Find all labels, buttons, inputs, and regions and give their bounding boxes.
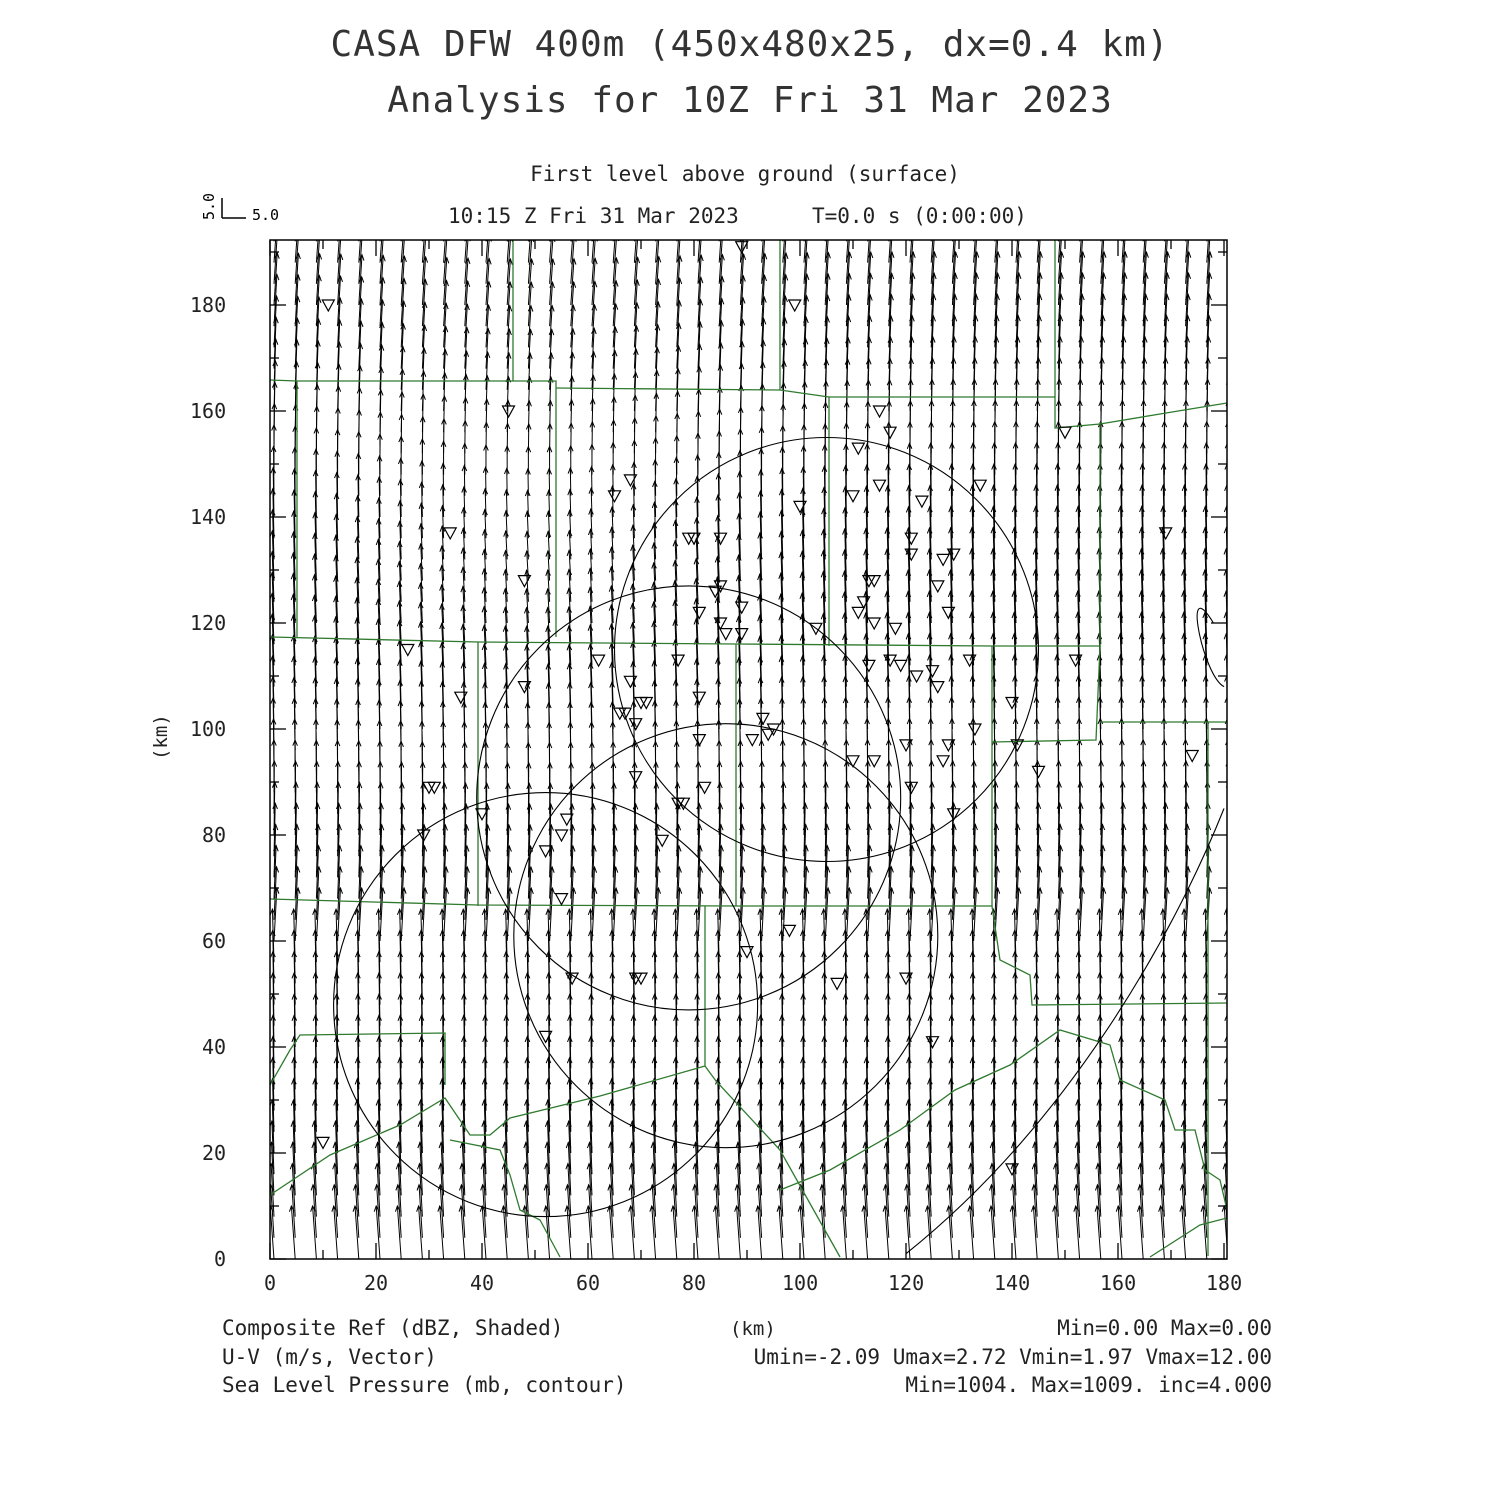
wind-vector-head [1228, 316, 1233, 322]
wind-vector-head [339, 211, 344, 217]
station-marker [874, 480, 886, 491]
slp-contour [1197, 608, 1224, 686]
x-axis-unit: (km) [730, 1318, 776, 1340]
station-marker [556, 894, 568, 905]
wind-vector-head [338, 233, 343, 239]
wind-vector-head [784, 210, 789, 216]
wind-vector-head [762, 232, 767, 238]
wind-vector [1228, 358, 1229, 411]
station-marker [874, 406, 886, 417]
y-tick-label: 0 [214, 1247, 227, 1271]
wind-vector-head [1123, 188, 1128, 194]
station-marker [884, 427, 896, 438]
station-marker [852, 443, 864, 454]
wind-vector-head [699, 233, 704, 239]
station-marker [1059, 427, 1071, 438]
station-marker [889, 623, 901, 634]
wind-vector-head [1165, 231, 1170, 237]
station-marker [911, 671, 923, 682]
wind-vector-head [360, 190, 365, 196]
station-marker [895, 660, 907, 671]
wind-vector-head [953, 188, 958, 194]
wind-vector [486, 191, 490, 241]
footer-field-shaded: Composite Ref (dBZ, Shaded) [222, 1316, 564, 1340]
station-marker [402, 645, 414, 656]
wind-vector [677, 190, 681, 241]
wind-vector-head [996, 188, 1001, 194]
wind-vector [783, 189, 787, 242]
wind-vector-head [1228, 888, 1233, 894]
wind-vector-head [466, 213, 471, 219]
wind-vector [634, 191, 638, 242]
wind-vector-head [699, 211, 704, 217]
wind-vector-head [529, 191, 534, 197]
axis-ticks [270, 240, 1227, 1259]
station-marker [693, 692, 705, 703]
x-tick-label: 160 [1100, 1271, 1137, 1295]
station-marker [736, 602, 748, 613]
wind-vector-head [1165, 210, 1170, 216]
station-marker [916, 496, 928, 507]
station-marker [932, 682, 944, 693]
wind-vector-head [487, 191, 492, 197]
wind-vector-head [975, 210, 980, 216]
wind-vector-head [911, 188, 916, 194]
wind-vector-head [487, 213, 492, 219]
wind-vector-head [1228, 294, 1233, 300]
y-tick-label: 180 [190, 293, 227, 317]
station-marker [927, 666, 939, 677]
wind-vector-head [317, 189, 322, 195]
wind-vector-head [1038, 210, 1043, 216]
wind-vector-head [996, 231, 1001, 237]
station-markers [317, 242, 1198, 1175]
wind-vector-head [911, 210, 916, 216]
station-marker [746, 735, 758, 746]
y-tick-label: 20 [202, 1141, 227, 1165]
wind-vector [1122, 188, 1126, 241]
wind-vector-head [402, 212, 407, 218]
x-tick-label: 40 [470, 1271, 495, 1295]
wind-vector [656, 190, 660, 241]
wind-vector [592, 191, 596, 241]
wind-vector-head [635, 213, 640, 219]
wind-vector-head [423, 190, 428, 196]
county-boundaries [270, 240, 1227, 1257]
station-marker [905, 533, 917, 544]
footer-slp-range: Min=1004. Max=1009. inc=4.000 [905, 1373, 1272, 1397]
station-marker [868, 618, 880, 629]
wind-vector-head [741, 232, 746, 238]
wind-vector-head [445, 191, 450, 197]
vector-key-u-label: 5.0 [252, 206, 280, 224]
wind-vector-head [974, 231, 979, 237]
x-tick-label: 60 [576, 1271, 601, 1295]
station-marker [736, 629, 748, 640]
wind-vector-head [890, 231, 895, 237]
wind-vector-head [296, 232, 301, 238]
wind-vector-head [868, 231, 873, 237]
wind-vector [1143, 188, 1147, 241]
footer-field-contour: Sea Level Pressure (mb, contour) [222, 1373, 627, 1397]
wind-vector-head [1017, 210, 1022, 216]
wind-vector-head [1038, 188, 1043, 194]
station-marker [969, 724, 981, 735]
wind-vector-head [678, 234, 683, 240]
wind-vector [444, 191, 448, 242]
wind-vector-head [593, 191, 598, 197]
wind-vector-head [720, 233, 725, 239]
wind-vector [295, 189, 299, 241]
station-marker [783, 925, 795, 936]
wind-vector [762, 189, 766, 241]
wind-vector-head [869, 210, 874, 216]
station-marker [852, 607, 864, 618]
station-marker [720, 629, 732, 640]
wind-vector [1228, 252, 1231, 305]
wind-vector [825, 189, 829, 242]
x-tick-label: 180 [1206, 1271, 1243, 1295]
wind-vector-head [1102, 231, 1107, 237]
wind-vector-head [402, 234, 407, 240]
wind-vector-head [826, 210, 831, 216]
footer-ref-range: Min=0.00 Max=0.00 [1057, 1316, 1272, 1340]
station-marker [762, 729, 774, 740]
plot-title-line2: Analysis for 10Z Fri 31 Mar 2023 [387, 80, 1113, 121]
wind-vector-head [678, 190, 683, 196]
wind-vector-head [847, 189, 852, 195]
wind-vector-head [275, 232, 280, 238]
station-marker [609, 491, 621, 502]
wind-vector [1228, 379, 1229, 432]
wind-vector-head [1081, 188, 1086, 194]
wind-vector-head [1123, 231, 1128, 237]
wind-vector [1228, 803, 1229, 856]
wind-vector-head [381, 212, 386, 218]
wind-vector-head [508, 191, 513, 197]
station-marker [974, 480, 986, 491]
wind-vector-head [1059, 188, 1064, 194]
wind-vector-head [508, 214, 513, 220]
wind-vector-head [614, 191, 619, 197]
wind-vector [1228, 316, 1230, 369]
x-tick-label: 100 [782, 1271, 819, 1295]
wind-vector [1228, 188, 1232, 241]
footer-wind-range: Umin=-2.09 Umax=2.72 Vmin=1.97 Vmax=12.00 [753, 1345, 1272, 1369]
wind-vector-head [1144, 210, 1149, 216]
wind-vector-head [890, 188, 895, 194]
wind-vector-head [1186, 231, 1191, 237]
y-tick-label: 100 [190, 717, 227, 741]
valid-time-label: 10:15 Z Fri 31 Mar 2023 [448, 204, 739, 228]
wind-vector [380, 190, 384, 242]
wind-vector [359, 190, 363, 242]
wind-vector-head [317, 232, 322, 238]
y-tick-label: 60 [202, 929, 227, 953]
wind-vector-head [1229, 188, 1234, 194]
wind-vector-head [445, 213, 450, 219]
wind-vector-head [953, 210, 958, 216]
station-marker [317, 1137, 329, 1148]
wind-vector [1080, 188, 1084, 241]
wind-vector-head [360, 233, 365, 239]
wind-vector-head [678, 212, 683, 218]
wind-vector-head [529, 214, 534, 220]
wind-vector-head [869, 189, 874, 195]
wind-vector [1228, 231, 1231, 284]
plot-title-line1: CASA DFW 400m (450x480x25, dx=0.4 km) [330, 24, 1170, 65]
wind-vector-head [847, 210, 852, 216]
wind-vector-head [826, 231, 831, 237]
wind-vector [1228, 337, 1230, 390]
wind-vector-head [339, 189, 344, 195]
wind-vector [1164, 188, 1168, 241]
wind-vector [1228, 273, 1231, 326]
wind-vector-head [657, 190, 662, 196]
wind-vector-head [1187, 210, 1192, 216]
station-marker [927, 1037, 939, 1048]
wind-vector [1228, 782, 1229, 835]
wind-vector [1228, 867, 1231, 920]
wind-vector-head [1144, 188, 1149, 194]
wind-vector-head [1208, 188, 1213, 194]
x-tick-label: 80 [682, 1271, 707, 1295]
wind-vector-head [381, 234, 386, 240]
wind-vector [740, 189, 744, 241]
y-tick-label: 120 [190, 611, 227, 635]
wind-vector [719, 189, 723, 241]
footer-field-vector: U-V (m/s, Vector) [222, 1345, 437, 1369]
wind-vector-head [1017, 188, 1022, 194]
wind-vector-head [1208, 210, 1213, 216]
wind-vector-head [720, 189, 725, 195]
wind-vector-head [741, 211, 746, 217]
wind-vector [1228, 888, 1231, 941]
wind-vector [401, 190, 405, 241]
station-marker [789, 300, 801, 311]
wind-vector-head [275, 189, 280, 195]
wind-vector [931, 188, 935, 241]
wind-vector-head [381, 190, 386, 196]
time-step-label: T=0.0 s (0:00:00) [812, 204, 1027, 228]
wind-vector [910, 188, 914, 241]
wind-vector-head [1038, 231, 1043, 237]
x-tick-label: 120 [888, 1271, 925, 1295]
vector-key [200, 193, 279, 224]
station-marker [831, 978, 843, 989]
wind-vector-head [1102, 210, 1107, 216]
wind-vector-head [360, 211, 365, 217]
wind-vector [550, 191, 554, 241]
station-marker [1033, 766, 1045, 777]
wind-vector-head [890, 210, 895, 216]
level-label: First level above ground (surface) [530, 162, 960, 186]
wind-vector-head [593, 213, 598, 219]
wind-vector [571, 191, 575, 241]
wind-vector [1037, 188, 1041, 241]
wind-vector-head [317, 211, 322, 217]
wind-vector-head [1080, 231, 1085, 237]
wind-vector-head [1229, 210, 1234, 216]
wind-vector [804, 189, 808, 242]
wind-vector [1228, 210, 1232, 263]
wind-vector-head [1165, 188, 1170, 194]
wind-vector-head [1059, 210, 1064, 216]
station-marker [937, 554, 949, 565]
wind-vector-head [572, 213, 577, 219]
y-tick-label: 40 [202, 1035, 227, 1059]
station-marker [556, 830, 568, 841]
wind-vector-head [996, 210, 1001, 216]
wind-vector [868, 189, 872, 242]
wind-vector [1207, 188, 1211, 241]
station-marker [937, 756, 949, 767]
station-marker [630, 719, 642, 730]
wind-vector-head [932, 231, 937, 237]
y-tick-label: 140 [190, 505, 227, 529]
wind-vector [889, 188, 893, 241]
wind-vector-head [826, 189, 831, 195]
station-marker [503, 406, 515, 417]
wind-vector-head [1227, 337, 1232, 343]
wind-vector-head [466, 191, 471, 197]
wind-vector-head [1228, 846, 1233, 852]
wind-vector-head [1229, 252, 1234, 258]
wind-vector-head [1123, 210, 1128, 216]
wind-vector-head [741, 189, 746, 195]
wind-vector [1101, 188, 1105, 241]
slp-contour [514, 724, 938, 1148]
wind-vector-head [1227, 824, 1232, 830]
wind-vector-head [805, 189, 810, 195]
plot-frame [270, 240, 1227, 1259]
station-marker [932, 581, 944, 592]
wind-vector-head [1228, 867, 1233, 873]
wind-vector-head [932, 210, 937, 216]
wind-vector [422, 190, 426, 241]
x-tick-label: 140 [994, 1271, 1031, 1295]
station-marker [630, 772, 642, 783]
wind-vector-head [805, 210, 810, 216]
x-tick-label: 0 [264, 1271, 277, 1295]
wind-vector-head [1059, 231, 1064, 237]
wind-vector-head [720, 211, 725, 217]
wind-vector-head [551, 191, 556, 197]
station-marker [1186, 751, 1198, 762]
wind-vector-head [847, 231, 852, 237]
y-axis-unit: (km) [150, 714, 172, 760]
wind-vector-head [699, 190, 704, 196]
station-marker [322, 300, 334, 311]
wind-vector-head [763, 211, 768, 217]
wind-vector-head [784, 232, 789, 238]
wind-vector-head [402, 190, 407, 196]
wind-vector-head [784, 189, 789, 195]
wind-vector-head [911, 231, 916, 237]
y-tick-label: 80 [202, 823, 227, 847]
station-marker [693, 607, 705, 618]
wind-vector [507, 191, 511, 241]
wind-vector-head [1017, 231, 1022, 237]
wind-vector-head [656, 234, 661, 240]
station-marker [444, 528, 456, 539]
wind-vector [316, 189, 320, 241]
wind-vector-head [763, 189, 768, 195]
wind-vector-field [268, 188, 1233, 1259]
wind-vector-head [296, 189, 301, 195]
wind-vector [952, 188, 956, 241]
wind-vector-head [551, 214, 556, 220]
wind-vector [1228, 846, 1230, 899]
wind-vector-head [805, 231, 810, 237]
wind-vector-head [635, 191, 640, 197]
wind-vector [1016, 188, 1020, 241]
wind-vector [528, 191, 532, 241]
wind-vector-head [932, 188, 937, 194]
wind-vector [613, 191, 617, 242]
station-marker [863, 660, 875, 671]
wind-vector [1228, 824, 1230, 877]
wind-vector [1186, 188, 1190, 241]
wind-vector-head [975, 188, 980, 194]
wind-vector-head [1208, 231, 1213, 237]
wind-vector-head [1081, 210, 1086, 216]
wind-vector [1228, 294, 1231, 347]
wind-vector [338, 189, 342, 241]
wind-vector-head [296, 210, 301, 216]
station-marker [656, 835, 668, 846]
wind-vector-head [1102, 188, 1107, 194]
wind-vector-head [614, 213, 619, 219]
station-marker [847, 491, 859, 502]
wind-vector [698, 190, 702, 242]
wind-vector-head [953, 231, 958, 237]
wind-vector [846, 189, 850, 242]
wind-vector-head [1229, 231, 1234, 237]
vector-key-v-label: 5.0 [200, 192, 218, 220]
wind-vector-head [1144, 231, 1149, 237]
wind-vector [995, 188, 999, 241]
wind-vector-head [572, 191, 577, 197]
station-marker [593, 655, 605, 666]
wind-vector-head [1187, 188, 1192, 194]
wind-vector [1058, 188, 1062, 241]
wind-vector-head [423, 212, 428, 218]
y-tick-label: 160 [190, 399, 227, 423]
x-tick-label: 20 [364, 1271, 389, 1295]
wind-vector-head [1228, 273, 1233, 279]
wind-vector [465, 191, 469, 241]
wind-vector-head [657, 212, 662, 218]
wind-vector [974, 188, 978, 241]
